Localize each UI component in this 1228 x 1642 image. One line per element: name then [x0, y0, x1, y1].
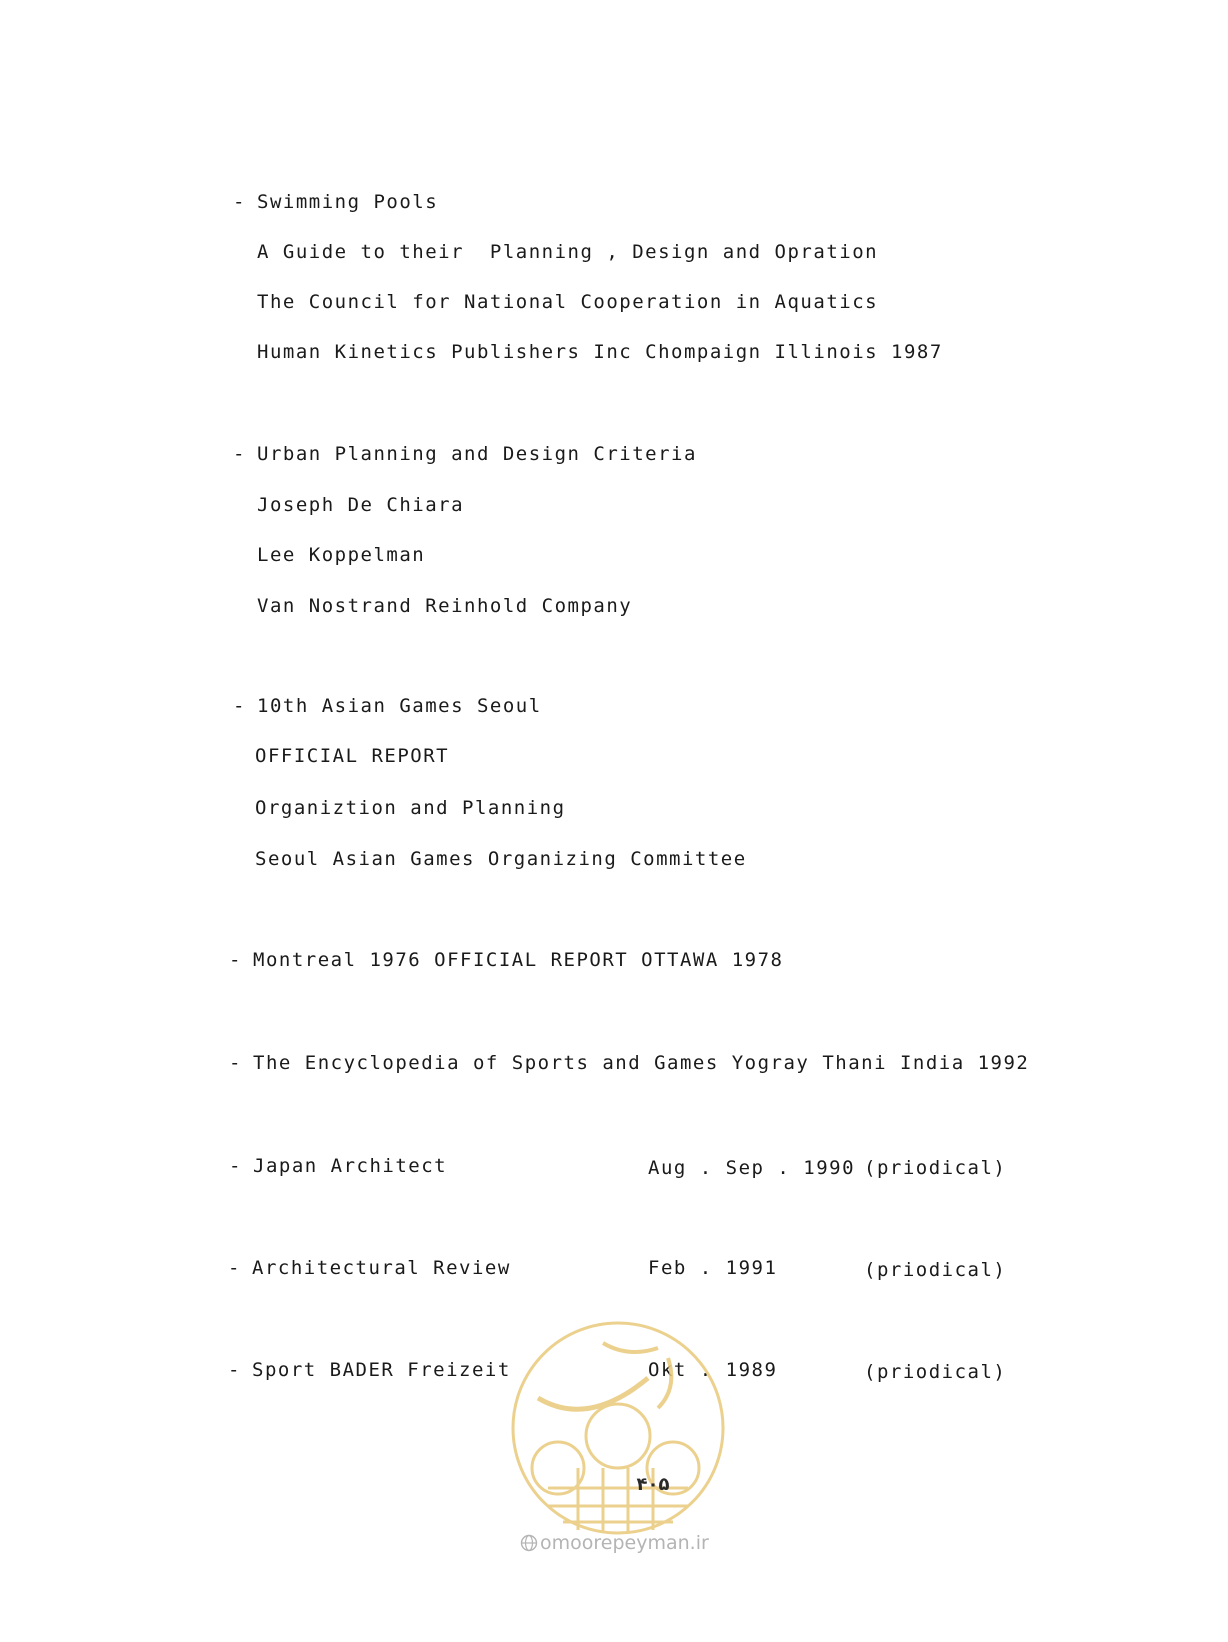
entry-title-urban: Urban Planning and Design Criteria	[257, 443, 697, 465]
watermark-seal-icon	[508, 1318, 728, 1538]
entry-type: (priodical)	[864, 1259, 1007, 1281]
entry-dash: -	[233, 191, 246, 213]
entry-type: (priodical)	[864, 1157, 1007, 1179]
entry-date: Okt . 1989	[648, 1359, 778, 1381]
entry-subtitle: A Guide to their Planning , Design and Opration	[257, 241, 879, 263]
entry-title-review: Architectural Review	[252, 1257, 511, 1279]
entry-title-montreal: Montreal 1976 OFFICIAL REPORT OTTAWA 1978	[253, 949, 784, 971]
entry-dash: -	[233, 695, 246, 717]
entry-dash: -	[229, 1052, 242, 1074]
entry-publisher: Van Nostrand Reinhold Company	[257, 595, 633, 617]
entry-date: Feb . 1991	[648, 1257, 778, 1279]
entry-dash: -	[229, 1155, 242, 1177]
entry-dash: -	[228, 1257, 241, 1279]
watermark-website	[520, 1532, 709, 1554]
entry-line: Organiztion and Planning	[255, 797, 566, 819]
page-number: ۴۰۵	[636, 1474, 670, 1495]
entry-type: (priodical)	[864, 1361, 1007, 1383]
entry-title-japan: Japan Architect	[253, 1155, 448, 1177]
entry-date: Aug . Sep . 1990	[648, 1157, 856, 1179]
website-text: omoorepeyman.ir	[540, 1532, 709, 1554]
entry-dash: -	[229, 949, 242, 971]
entry-publisher: Human Kinetics Publishers Inc Chompaign Illinois 1987	[257, 341, 943, 363]
entry-title-swimming: Swimming Pools	[257, 191, 439, 213]
entry-author: Joseph De Chiara	[257, 494, 465, 516]
entry-line: OFFICIAL REPORT	[255, 745, 450, 767]
entry-author: Lee Koppelman	[257, 544, 426, 566]
entry-title-encyclopedia: The Encyclopedia of Sports and Games Yogray Thani India 1992	[253, 1052, 1030, 1074]
entry-title-asian: 10th Asian Games Seoul	[257, 695, 542, 717]
entry-line: Seoul Asian Games Organizing Committee	[255, 848, 747, 870]
entry-author: The Council for National Cooperation in Aquatics	[257, 291, 879, 313]
globe-icon	[520, 1534, 538, 1552]
entry-dash: -	[233, 443, 246, 465]
entry-title-sport: Sport BADER Freizeit	[252, 1359, 511, 1381]
entry-dash: -	[228, 1359, 241, 1381]
